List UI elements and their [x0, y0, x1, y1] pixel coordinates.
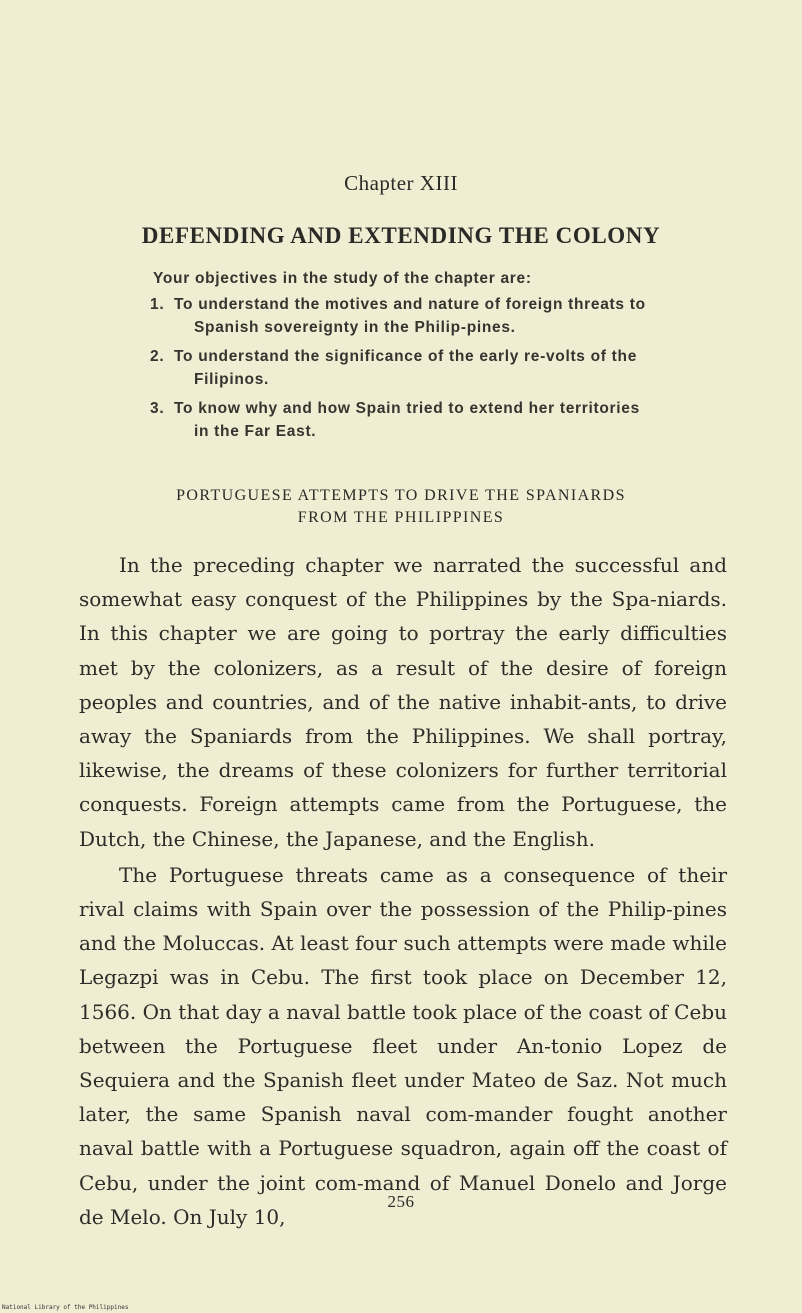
- body-paragraph: The Portuguese threats came as a consequence of their rival claims with Spain over the possession of the Philip-pines and the Moluccas. At least four such attempts were made while Legazpi was in Cebu. The first took place on December 12, 1566. On that day a naval battle took place of the coast of Cebu between the Portuguese fleet under An-tonio Lopez de Sequiera and the Spanish fleet under Mateo de Saz. Not much later, the same Spanish naval com-mander fought another naval battle with a Portuguese squadron, again off the coast of Cebu, under the joint com-mand of Manuel Donelo and Jorge de Melo. On July 10,: [79, 862, 727, 1229]
- objective-item: [150, 293, 660, 340]
- objective-text: To know why and how Spain tried to extend her territories in the Far East.: [174, 399, 640, 440]
- chapter-title: DEFENDING AND EXTENDING THE COLONY: [141, 223, 661, 248]
- body-text: [79, 548, 727, 1236]
- section-heading-line: PORTUGUESE ATTEMPTS TO DRIVE THE SPANIARDS: [176, 487, 626, 504]
- objective-text: To understand the motives and nature of foreign threats to Spanish sovereignty in the Philip-pines.: [174, 295, 646, 336]
- section-heading: [0, 485, 802, 529]
- objective-number: 3.: [150, 399, 165, 417]
- objectives-block: [150, 267, 660, 449]
- objective-number: 1.: [150, 295, 165, 313]
- objective-text: To understand the significance of the early re-volts of the Filipinos.: [174, 347, 638, 388]
- page-number: 256: [387, 1192, 415, 1211]
- objectives-intro: Your objectives in the study of the chapter are:: [153, 270, 532, 287]
- body-paragraph: In the preceding chapter we narrated the successful and somewhat easy conquest of the Philippines by the Spa-niards. In this chapter we are going to portray the early difficulties met by the colonizers, as a result of the desire of foreign peoples and countries, and of the native inhabit-ants, to drive away the Spaniards from the Philippines. We shall portray, likewise, the dreams of these colonizers for further territorial conquests. Foreign attempts came from the Portuguese, the Dutch, the Chinese, the Japanese, and the English.: [79, 553, 727, 851]
- chapter-number: Chapter XIII: [344, 171, 458, 195]
- objective-item: [150, 397, 660, 444]
- section-heading-line: FROM THE PHILIPPINES: [297, 509, 505, 526]
- footer-credit: National Library of the Philippines: [2, 1304, 129, 1311]
- objective-item: [150, 345, 660, 392]
- objective-number: 2.: [150, 347, 165, 365]
